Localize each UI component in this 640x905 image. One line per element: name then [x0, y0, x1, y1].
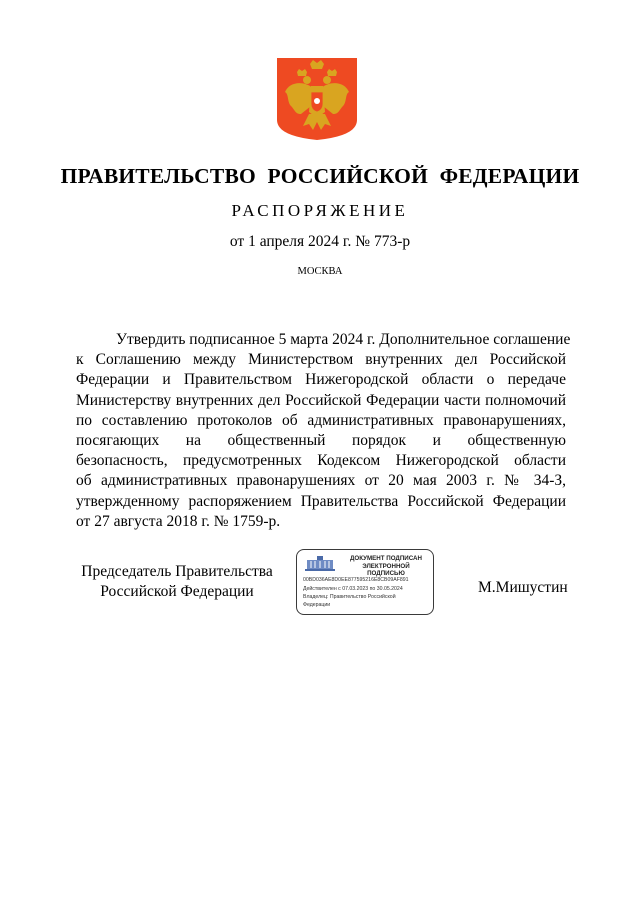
signer-position-line2: Российской Федерации — [100, 583, 254, 600]
stamp-title — [343, 555, 429, 578]
body-line: от 27 августа 2018 г. № 1759-р. — [76, 512, 281, 530]
document-body — [76, 330, 571, 532]
coat-of-arms-emblem — [275, 56, 359, 142]
body-line: Федерации и Правительством Нижегородской области о передаче — [76, 371, 566, 389]
body-line: посягающих на общественный порядок и общественную — [76, 431, 566, 449]
document-date-number: от 1 апреля 2024 г. № 773-р — [229, 233, 411, 250]
body-line: Министерству внутренних дел Российской Федерации части полномочий — [76, 391, 566, 409]
government-building-icon — [303, 555, 337, 571]
document-city: МОСКВА — [297, 266, 343, 277]
signer-position-line1: Председатель Правительства — [81, 563, 273, 580]
stamp-owner-line1: Владелец: Правительство Российской — [303, 594, 396, 600]
body-line: по составлению протоколов об административных правонарушениях, — [76, 411, 566, 429]
document-header-title: ПРАВИТЕЛЬСТВО РОССИЙСКОЙ ФЕДЕРАЦИИ — [60, 164, 580, 188]
stamp-title-line1: ДОКУМЕНТ ПОДПИСАН — [350, 555, 422, 562]
stamp-title-line2: ЭЛЕКТРОННОЙ ПОДПИСЬЮ — [362, 562, 410, 577]
signer-position — [72, 562, 282, 602]
stamp-validity: Действителен с 07.03.2023 по 30.05.2024 — [303, 586, 403, 592]
body-line: утвержденному распоряжением Правительства Российской Федерации — [76, 492, 566, 510]
signer-name: М.Мишустин — [478, 579, 568, 596]
stamp-certificate: 00BD036AE8D0EE877595216E8CB09AF891 — [303, 577, 409, 583]
body-line: об административных правонарушениях от 20 мая 2003 г. № 34-З, — [76, 472, 566, 490]
electronic-signature-stamp — [296, 549, 434, 615]
document-type: РАСПОРЯЖЕНИЕ — [231, 201, 409, 220]
body-line: Утвердить подписанное 5 марта 2024 г. Дополнительное соглашение — [116, 331, 571, 348]
stamp-owner-line2: Федерации — [303, 602, 331, 608]
body-line: безопасность, предусмотренных Кодексом Нижегородской области — [76, 452, 566, 470]
body-line: к Соглашению между Министерством внутренних дел Российской — [76, 351, 566, 369]
